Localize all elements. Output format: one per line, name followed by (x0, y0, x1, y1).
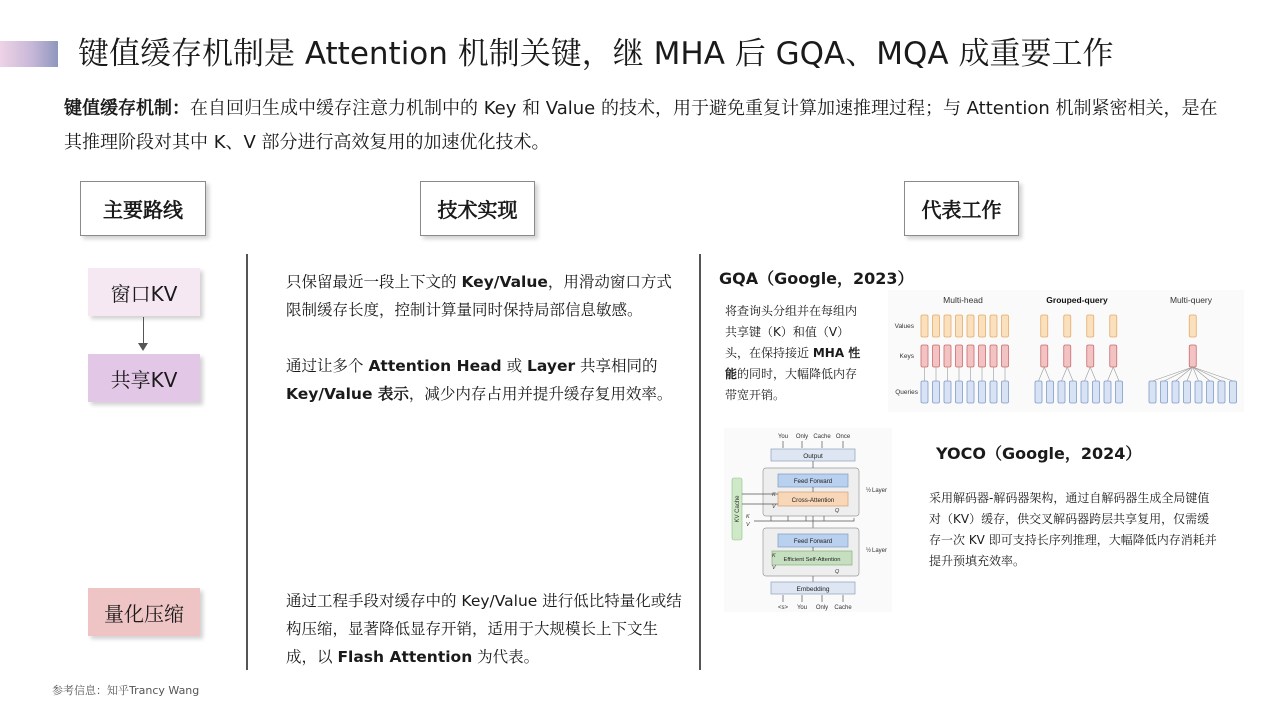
yoco-self-attention-label: Efficient Self-Attention (783, 557, 841, 563)
yoco-self-k-label: K (772, 553, 776, 559)
gqa-key-head (967, 345, 974, 367)
header-tech: 技术实现 (420, 181, 535, 236)
yoco-cross-layer-fraction: ½ (866, 488, 872, 494)
gqa-value-head (967, 315, 974, 337)
gqa-row-label-values: Values (894, 323, 914, 330)
yoco-output-label: Output (803, 453, 823, 460)
gqa-panel-label-multi-query: Multi-query (1169, 295, 1213, 305)
gqa-value-head (1087, 315, 1094, 337)
gqa-query-head (1184, 381, 1191, 403)
yoco-cross-layer-label: Layer (872, 488, 888, 494)
yoco-feed-forward-bottom-label: Feed Forward (793, 538, 833, 545)
gqa-query-head (1104, 381, 1111, 403)
gqa-figure (888, 290, 1244, 412)
yoco-bottom-token-you: You (796, 605, 808, 611)
gqa-query-head (979, 381, 986, 403)
gqa-row-label-keys: Keys (899, 353, 914, 360)
gqa-query-head (1035, 381, 1042, 403)
route-quantization: 量化压缩 (88, 588, 200, 636)
work-yoco-description: 采用解码器-解码器架构，通过自解码器生成全局键值对（KV）缓存，供交叉解码器跨层共享复用，仅需缓存一次 KV 即可支持长序列推理，大幅降低内存消耗并提升预填充效率。 (929, 491, 1217, 568)
gqa-query-head (990, 381, 997, 403)
column-divider-left (246, 254, 248, 670)
gqa-panel-label-multi-head: Multi-head (943, 295, 983, 305)
gqa-query-head (1218, 381, 1225, 403)
title-accent-bar (0, 41, 58, 67)
gqa-key-head (956, 345, 963, 367)
yoco-embedding-label: Embedding (796, 586, 830, 593)
gqa-query-head (1116, 381, 1123, 403)
gqa-query-head (1161, 381, 1168, 403)
gqa-key-head (979, 345, 986, 367)
work-gqa-title: GQA（Google，2023） (719, 269, 914, 288)
gqa-key-head (933, 345, 940, 367)
gqa-value-head (979, 315, 986, 337)
yoco-top-token-you: You (777, 434, 789, 440)
yoco-top-token-only: Only (795, 434, 809, 440)
intro-paragraph (64, 92, 1224, 160)
gqa-query-head (1081, 381, 1088, 403)
work-gqa-description: 将查询头分组并在每组内共享键（K）和值（V）头，在保持接近 MHA 性能的同时，大幅降低内存带宽开销。 (725, 304, 861, 402)
work-yoco-title: YOCO（Google，2024） (936, 444, 1142, 463)
header-routes: 主要路线 (80, 181, 206, 236)
gqa-query-head (1172, 381, 1179, 403)
gqa-value-head (1110, 315, 1117, 337)
tech-quant-text: 通过工程手段对缓存中的 Key/Value 进行低比特量化或结构压缩，显著降低显存开销，适用于大规模长上下文生成，以 Flash Attention 为代表。 (286, 592, 682, 666)
yoco-cross-q-label: Q (835, 508, 840, 514)
yoco-self-v-label: V (772, 565, 776, 571)
yoco-bottom-token-start: <s> (777, 605, 789, 611)
gqa-query-head (921, 381, 928, 403)
gqa-value-head (990, 315, 997, 337)
gqa-query-head (967, 381, 974, 403)
gqa-query-head (1002, 381, 1009, 403)
gqa-value-head (944, 315, 951, 337)
gqa-value-head (1002, 315, 1009, 337)
yoco-cross-attention-label: Cross-Attention (791, 497, 835, 504)
yoco-feed-forward-top-label: Feed Forward (793, 478, 833, 485)
gqa-row-label-queries: Queries (895, 389, 918, 396)
gqa-key-head (1041, 345, 1048, 367)
gqa-query-head (1047, 381, 1054, 403)
gqa-query-head (933, 381, 940, 403)
route-window-kv: 窗口KV (88, 268, 200, 316)
footer-reference: 参考信息：知乎Trancy Wang (52, 684, 200, 697)
gqa-query-head (1093, 381, 1100, 403)
intro-text: 在自回归生成中缓存注意力机制中的 Key 和 Value 的技术，用于避免重复计算加速推理过程；与 Attention 机制紧密相关，是在其推理阶段对其中 K、V 部分进行高效复用的加速优化技术。 (64, 98, 1218, 153)
gqa-query-head (944, 381, 951, 403)
yoco-self-layer-label: Layer (872, 548, 888, 554)
gqa-key-head (1189, 345, 1196, 367)
gqa-query-head (956, 381, 963, 403)
gqa-value-head (921, 315, 928, 337)
gqa-key-head (1064, 345, 1071, 367)
gqa-query-head (1207, 381, 1214, 403)
yoco-top-token-cache: Cache (813, 434, 831, 440)
route-shared-kv: 共享KV (88, 354, 200, 402)
yoco-cross-v-label: V (772, 504, 776, 510)
yoco-bottom-token-cache: Cache (834, 605, 852, 611)
header-works: 代表工作 (904, 181, 1019, 236)
yoco-figure (724, 428, 892, 612)
page-title: 键值缓存机制是 Attention 机制关键，继 MHA 后 GQA、MQA 成重要工作 (78, 36, 1114, 72)
gqa-query-head (1149, 381, 1156, 403)
gqa-query-head (1230, 381, 1237, 403)
gqa-panel-label-grouped-query: Grouped-query (1046, 295, 1108, 305)
gqa-value-head (1041, 315, 1048, 337)
gqa-value-head (933, 315, 940, 337)
intro-label: 键值缓存机制： (64, 98, 190, 119)
gqa-query-head (1070, 381, 1077, 403)
gqa-key-head (1110, 345, 1117, 367)
yoco-kv-cache-label: KV Cache (735, 495, 741, 523)
gqa-key-head (921, 345, 928, 367)
yoco-cache-k-label: K (746, 514, 750, 520)
gqa-query-head (1195, 381, 1202, 403)
yoco-cache-v-label: V (746, 522, 750, 528)
column-divider-right (699, 254, 701, 670)
tech-shared-text: 通过让多个 Attention Head 或 Layer 共享相同的 Key/Value 表示，减少内存占用并提升缓存复用效率。 (286, 357, 673, 403)
tech-window-text: 只保留最近一段上下文的 Key/Value，用滑动窗口方式限制缓存长度，控制计算量同时保持局部信息敏感。 (286, 273, 672, 319)
gqa-key-head (990, 345, 997, 367)
yoco-bottom-token-only: Only (815, 605, 829, 611)
gqa-key-head (1002, 345, 1009, 367)
yoco-self-layer-fraction: ½ (866, 548, 872, 554)
gqa-query-head (1058, 381, 1065, 403)
yoco-self-q-label: Q (835, 569, 840, 575)
gqa-value-head (956, 315, 963, 337)
gqa-value-head (1064, 315, 1071, 337)
yoco-top-token-once: Once (835, 434, 851, 440)
gqa-value-head (1189, 315, 1196, 337)
gqa-key-head (944, 345, 951, 367)
route-arrow-head (138, 343, 148, 351)
yoco-cross-k-label: K (772, 492, 776, 498)
gqa-key-head (1087, 345, 1094, 367)
